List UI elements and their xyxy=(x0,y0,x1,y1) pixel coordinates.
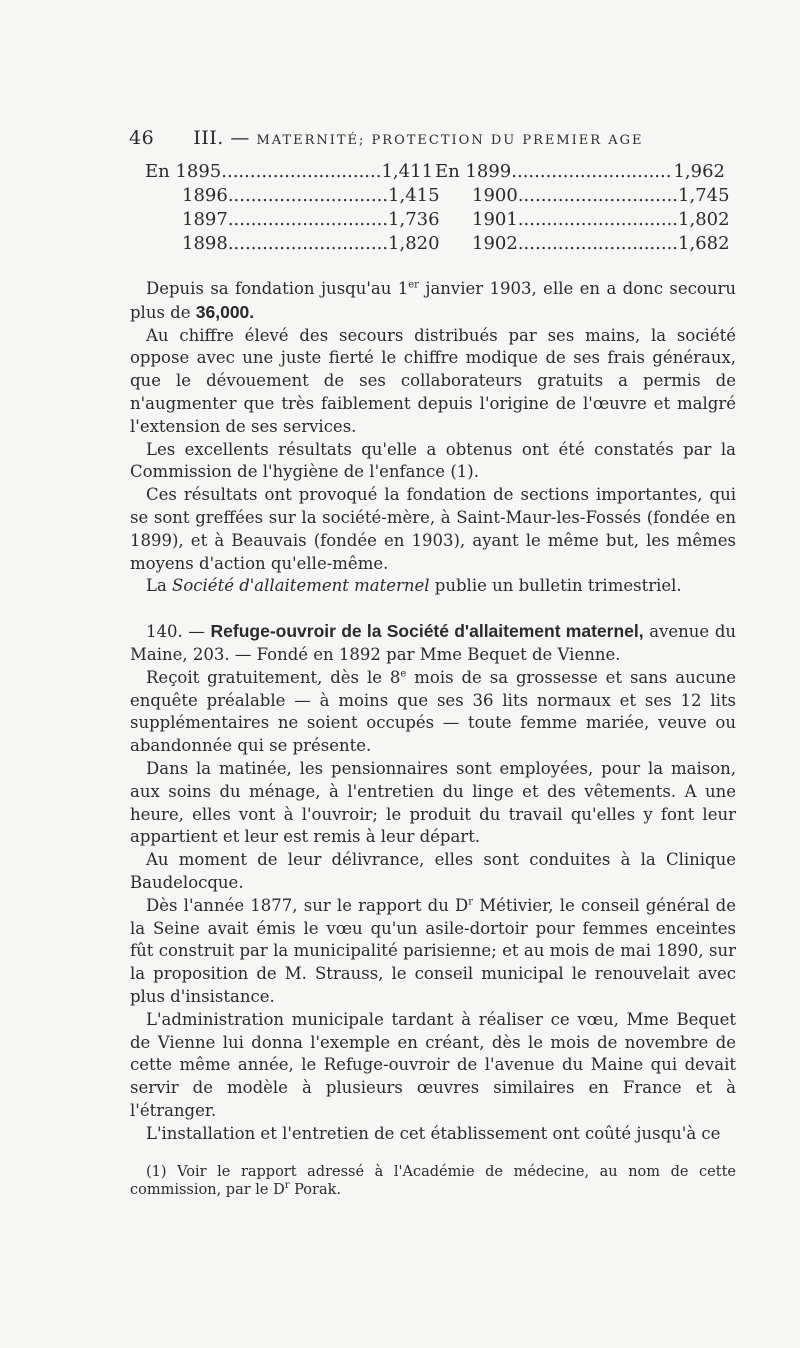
stats-cell xyxy=(435,160,725,184)
leader-dots: ............................ xyxy=(517,209,679,230)
stats-cell xyxy=(145,160,435,184)
leader-dots: ............................ xyxy=(227,185,389,206)
footnote xyxy=(130,1163,736,1199)
body-text xyxy=(130,278,736,1145)
year-label: 1901 xyxy=(472,209,518,230)
count-value: 1,682 xyxy=(678,233,730,254)
text-run: Métivier, le conseil général de la Seine avait émis le vœu qu'un asile-dortoir pour femmes enceintes fût construit par la municipalité parisienne; et au mois de mai 1890, sur la proposition de M. Strauss, le conseil municipal le renouvelait avec plus d'insistance. xyxy=(130,895,736,1006)
text-run: La xyxy=(146,576,173,596)
count-value: 1,962 xyxy=(673,161,725,182)
text-run: mois de sa grossesse et sans aucune enquête préalable — à moins que ses 36 lits normaux et ses 12 lits supplémentaires ne soient occupés — toute femme mariée, veuve ou abandonnée qui se présente. xyxy=(130,667,736,756)
section-title: Refuge-ouvroir de la Société d'allaitement maternel, xyxy=(210,621,644,642)
paragraph: Au chiffre élevé des secours distribués par ses mains, la société oppose avec une juste fierté le chiffre modique de ses frais généraux, que le dévouement de ses collaborateurs gratuits a permis de n'augmenter que très faiblement depuis l'origine de l'œuvre et malgré l'extension de ses services. xyxy=(130,325,736,436)
society-name: Société d'allaitement maternel xyxy=(172,576,430,596)
section-heading-paragraph xyxy=(130,620,736,667)
text-run: avenue du Maine, 203. — Fondé en 1892 par Mme Bequet de Vienne. xyxy=(130,622,737,664)
statistics-table xyxy=(145,160,730,256)
stats-cell xyxy=(145,232,440,256)
table-row xyxy=(145,232,730,256)
count-value: 1,802 xyxy=(678,209,730,230)
year-label: 1898 xyxy=(182,233,228,254)
year-label: En 1899 xyxy=(435,161,512,182)
leader-dots: ............................ xyxy=(517,185,679,206)
stats-cell xyxy=(145,184,440,208)
count-value: 1,415 xyxy=(388,185,440,206)
paragraph xyxy=(130,667,736,758)
text-run: Reçoit gratuitement, dès le 8 xyxy=(146,667,401,687)
paragraph xyxy=(130,278,736,325)
section-number: 140. — xyxy=(146,622,211,642)
table-row xyxy=(145,160,725,184)
leader-dots: ............................ xyxy=(517,233,679,254)
superscript: er xyxy=(408,279,419,291)
table-row xyxy=(145,184,730,208)
paragraph: L'installation et l'entretien de cet établissement ont coûté jusqu'à ce xyxy=(146,1123,721,1143)
leader-dots: ............................ xyxy=(227,209,389,230)
text-run: janvier 1903, elle en a donc secouru plus de xyxy=(130,279,736,322)
count-value: 1,745 xyxy=(678,185,730,206)
header-dash: — xyxy=(230,127,250,149)
leader-dots: ............................ xyxy=(221,161,382,182)
paragraph: Au moment de leur délivrance, elles sont conduites à la Clinique Baudelocque. xyxy=(130,850,736,892)
superscript: r xyxy=(468,896,474,908)
paragraph: Dans la matinée, les pensionnaires sont employées, pour la maison, aux soins du ménage, à l'entretien du linge et des vêtements. A une heure, elles vont à l'ouvroir; le produit du travail qu'elles y font leur appartient et leur est remis à leur départ. xyxy=(130,758,736,847)
text-run: Depuis sa fondation jusqu'au 1 xyxy=(146,279,409,298)
chapter-number: III. xyxy=(193,127,224,149)
footnote-text xyxy=(130,1163,736,1199)
table-row xyxy=(145,208,730,232)
leader-dots: ............................ xyxy=(511,161,672,182)
year-label: 1902 xyxy=(472,233,518,254)
superscript: r xyxy=(284,1180,290,1192)
paragraph xyxy=(130,895,736,1009)
year-label: 1896 xyxy=(182,185,228,206)
paragraph: Ces résultats ont provoqué la fondation de sections importantes, qui se sont greffées sur la société-mère, à Saint-Maur-les-Fossés (fondée en 1899), et à Beauvais (fondée en 1903), ayant le même but, les mêmes moyens d'action qu'elle-même. xyxy=(130,485,736,573)
count-value: 1,736 xyxy=(388,209,440,230)
text-run: publie un bulletin trimestriel. xyxy=(429,576,682,596)
stats-cell xyxy=(435,232,730,256)
text-run: (1) Voir le rapport adressé à l'Académie de médecine, au nom de cette commission, par le D xyxy=(130,1164,736,1198)
leader-dots: ............................ xyxy=(227,233,389,254)
count-value: 1,411 xyxy=(381,161,434,182)
year-label: 1900 xyxy=(472,185,518,206)
year-label: 1897 xyxy=(182,209,228,230)
running-header xyxy=(129,127,749,149)
stats-cell xyxy=(145,208,440,232)
count-value: 1,820 xyxy=(388,233,440,254)
paragraph: Les excellents résultats qu'elle a obtenus ont été constatés par la Commission de l'hygiène de l'enfance (1). xyxy=(130,439,736,482)
paragraph: L'administration municipale tardant à réaliser ce vœu, Mme Bequet de Vienne lui donna l'exemple en créant, dès le mois de novembre de cette même année, le Refuge-ouvroir de l'avenue du Maine qui devait servir de modèle à plusieurs œuvres similaires en France et à l'étranger. xyxy=(130,1009,736,1120)
stats-cell xyxy=(435,184,730,208)
paragraph xyxy=(130,575,736,598)
chapter-title: MATERNITÉ; PROTECTION DU PREMIER AGE xyxy=(256,133,644,148)
superscript: e xyxy=(400,668,407,680)
text-run: Porak. xyxy=(289,1182,341,1198)
text-run: Dès l'année 1877, sur le rapport du D xyxy=(146,895,469,915)
highlighted-total: 36,000. xyxy=(195,301,255,322)
page-number: 46 xyxy=(129,127,155,149)
year-label: En 1895 xyxy=(145,161,222,182)
stats-cell xyxy=(435,208,730,232)
